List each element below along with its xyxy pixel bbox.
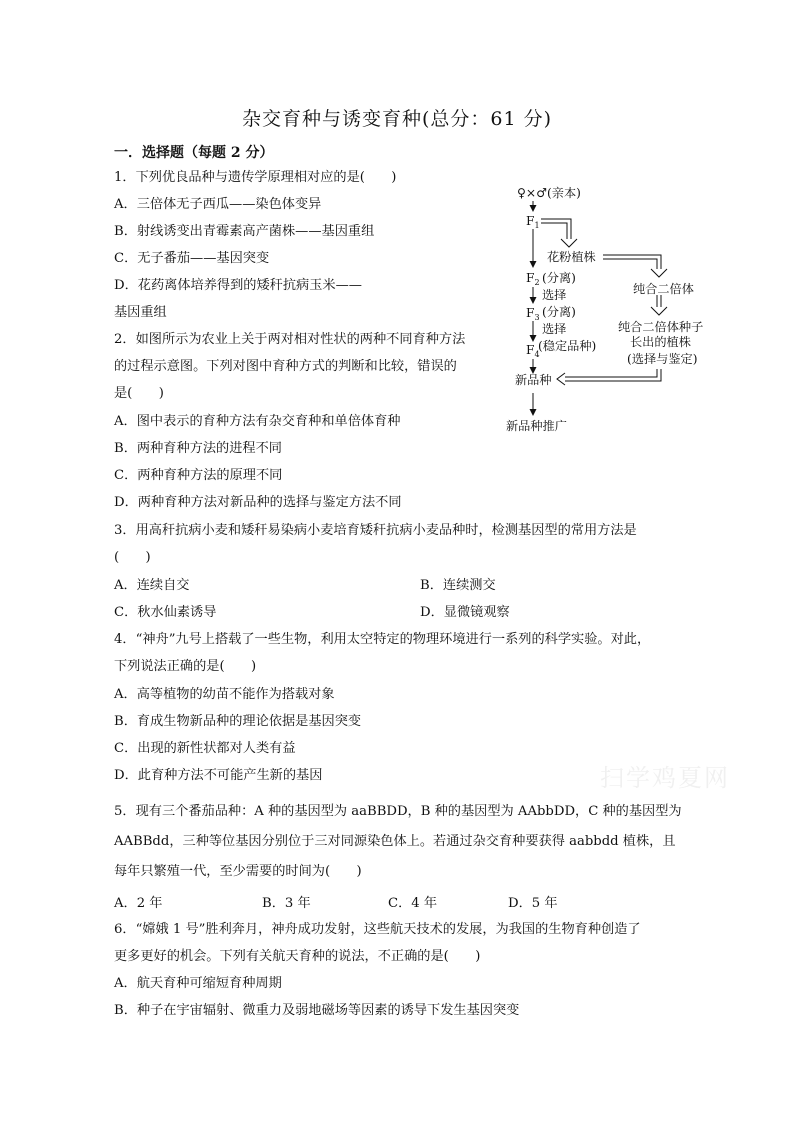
q3-option-a: A．连续自交 <box>114 578 190 593</box>
q2-option-a: A．图中表示的育种方法有杂交育种和单倍体育种 <box>114 414 401 429</box>
f2-subscript: 2 <box>534 278 540 287</box>
q4-option-d: D．此育种方法不可能产生新的基因 <box>114 768 323 783</box>
question-6: 6．“嫦娥 1 号”胜利奔月，神舟成功发射，这些航天技术的发展，为我国的生物育种创造了 <box>114 922 641 937</box>
q1-option-b: B．射线诱变出青霉素高产菌株——基因重组 <box>114 224 375 239</box>
seed-plant-label-1: 纯合二倍体种子 <box>618 320 704 334</box>
q4-option-c: C．出现的新性状都对人类有益 <box>114 741 296 756</box>
new-variety-label: 新品种 <box>515 373 552 387</box>
q2-option-c: C．两种育种方法的原理不同 <box>114 468 283 483</box>
q6-option-a: A．航天育种可缩短育种周期 <box>114 976 282 991</box>
question-2-cont: 是( ) <box>114 386 164 401</box>
f4-subscript: 4 <box>534 350 540 359</box>
f1-text: F <box>526 214 535 228</box>
f2-note: (分离) <box>542 271 576 285</box>
q1-option-c: C．无子番茄——基因突变 <box>114 251 270 266</box>
section-heading: 一．选择题（每题 2 分） <box>114 145 274 161</box>
select-label-2: 选择 <box>542 322 567 336</box>
question-5: 5．现有三个番茄品种：A 种的基因型为 aaBBDD，B 种的基因型为 AAbbDD，C 种的基因型为 <box>114 804 682 819</box>
seed-plant-label-2: 长出的植株 <box>630 335 691 349</box>
f3-note: (分离) <box>542 305 576 319</box>
parents-label: ♀×♂(亲本) <box>517 186 581 200</box>
q5-option-c: C．4 年 <box>388 896 438 911</box>
q5-option-d: D．5 年 <box>508 896 558 911</box>
f1-label <box>526 214 540 233</box>
pollen-plant-label: 花粉植株 <box>547 250 596 264</box>
question-6-cont: 更多更好的机会。下列有关航天育种的说法，不正确的是( ) <box>114 949 481 964</box>
q4-option-b: B．育成生物新品种的理论依据是基因突变 <box>114 714 362 729</box>
question-1: 1．下列优良品种与遗传学原理相对应的是( ) <box>114 170 397 185</box>
question-3: 3．用高秆抗病小麦和矮秆易染病小麦培育矮秆抗病小麦品种时，检测基因型的常用方法是 <box>114 523 637 538</box>
f1-subscript: 1 <box>534 221 540 230</box>
pure-diploid-label: 纯合二倍体 <box>633 282 694 296</box>
page-title: 杂交育种与诱变育种(总分：61 分) <box>241 108 553 130</box>
q3-option-b: B．连续测交 <box>420 578 496 593</box>
f2-text: F <box>526 271 535 285</box>
question-5-cont: 每年只繁殖一代，至少需要的时间为( ) <box>114 864 362 879</box>
f2-label <box>526 271 540 290</box>
f4-text: F <box>526 343 535 357</box>
q2-option-d: D．两种育种方法对新品种的选择与鉴定方法不同 <box>114 495 402 510</box>
question-2-cont: 的过程示意图。下列对图中育种方式的判断和比较，错误的 <box>114 359 457 374</box>
q3-option-c: C．秋水仙素诱导 <box>114 605 217 620</box>
question-2: 2．如图所示为农业上关于两对相对性状的两种不同育种方法 <box>114 332 466 347</box>
seed-plant-label-3: (选择与鉴定) <box>627 352 698 366</box>
f3-subscript: 3 <box>534 313 540 322</box>
q1-option-d: D．花药离体培养得到的矮秆抗病玉米—— <box>114 278 362 293</box>
question-4-cont: 下列说法正确的是( ) <box>114 659 257 674</box>
select-label-1: 选择 <box>542 288 567 302</box>
question-5-cont: AABBdd，三种等位基因分别位于三对同源染色体上。若通过杂交育种要获得 aabbdd 植株，且 <box>114 834 676 849</box>
promotion-label: 新品种推广 <box>506 419 567 433</box>
q5-option-a: A．2 年 <box>114 896 163 911</box>
f4-note: (稳定品种) <box>538 339 597 353</box>
question-4: 4．“神舟”九号上搭载了一些生物，利用太空特定的物理环境进行一系列的科学实验。对此， <box>114 632 651 647</box>
question-3-cont: ( ) <box>114 550 151 565</box>
breeding-diagram <box>495 183 735 438</box>
q6-option-b: B．种子在宇宙辐射、微重力及弱地磁场等因素的诱导下发生基因突变 <box>114 1003 520 1018</box>
q4-option-a: A．高等植物的幼苗不能作为搭载对象 <box>114 687 335 702</box>
q2-option-b: B．两种育种方法的进程不同 <box>114 441 282 456</box>
q3-option-d: D．显微镜观察 <box>420 605 510 620</box>
q1-option-d-cont: 基因重组 <box>114 305 167 320</box>
f3-label <box>526 306 540 325</box>
q1-option-a: A．三倍体无子西瓜——染色体变异 <box>114 197 322 212</box>
watermark: 扫学鸡夏网 <box>600 764 730 792</box>
f3-text: F <box>526 306 535 320</box>
q5-option-b: B．3 年 <box>262 896 311 911</box>
